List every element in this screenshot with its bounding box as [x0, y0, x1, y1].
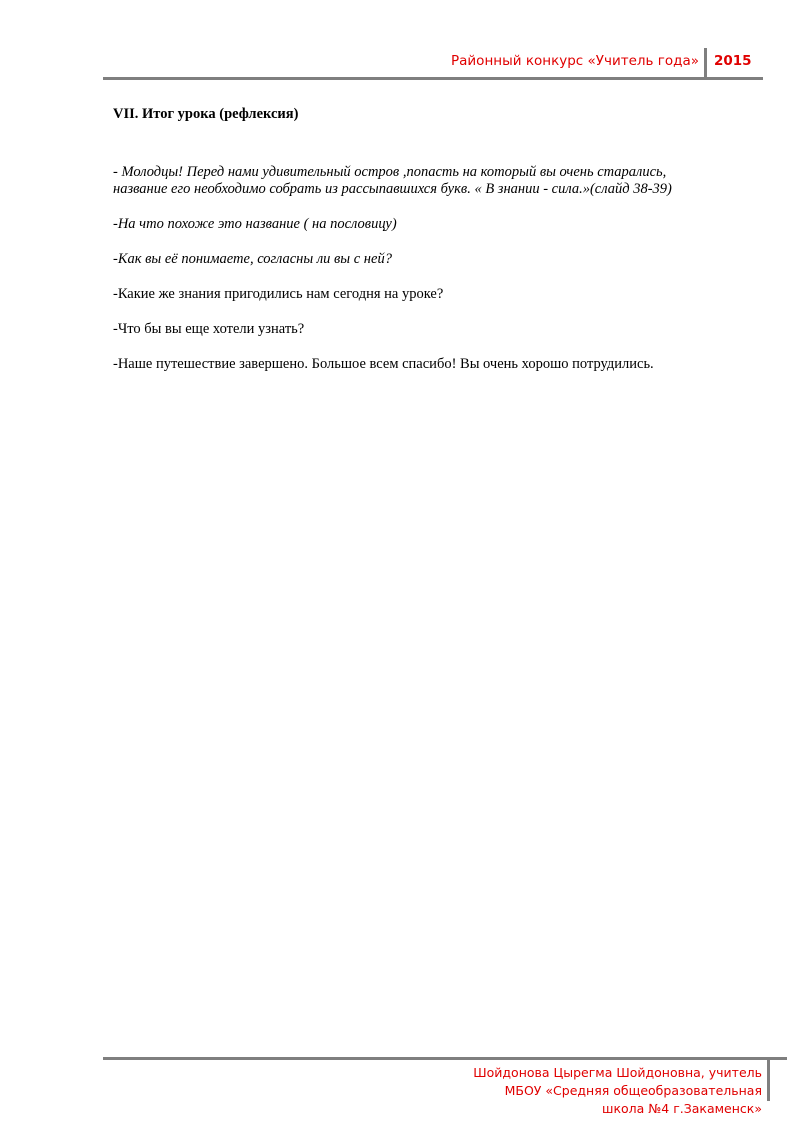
footer-author-block: [473, 1064, 762, 1118]
paragraph-1-line-2: название его необходимо собрать из рассыпавшихся букв. « В знании - сила.»(слайд 38-39): [113, 181, 672, 197]
footer-rule: [103, 1057, 787, 1060]
paragraph-5: -Что бы вы еще хотели узнать?: [113, 321, 305, 337]
footer-author: Шойдонова Цырегма Шойдоновна, учитель: [473, 1065, 762, 1080]
header-rule: [103, 77, 763, 80]
header-year: 2015: [714, 53, 752, 69]
paragraph-2: -На что похоже это название ( на пословицу): [113, 216, 397, 232]
paragraph-1: [113, 164, 753, 198]
footer-school-line-2: школа №4 г.Закаменск»: [602, 1101, 762, 1116]
footer-school-line-1: МБОУ «Средняя общеобразовательная: [504, 1083, 762, 1098]
paragraph-3: -Как вы её понимаете, согласны ли вы с ней?: [113, 251, 392, 267]
header-title: Районный конкурс «Учитель года»: [451, 53, 699, 69]
paragraph-4: -Какие же знания пригодились нам сегодня на уроке?: [113, 286, 444, 302]
footer-divider: [767, 1057, 770, 1101]
section-title: VII. Итог урока (рефлексия): [113, 106, 299, 122]
header-divider: [704, 48, 707, 77]
paragraph-6: -Наше путешествие завершено. Большое всем спасибо! Вы очень хорошо потрудились.: [113, 356, 654, 372]
paragraph-1-line-1: - Молодцы! Перед нами удивительный остров ,попасть на который вы очень старались,: [113, 164, 667, 180]
page-body: [113, 106, 753, 373]
